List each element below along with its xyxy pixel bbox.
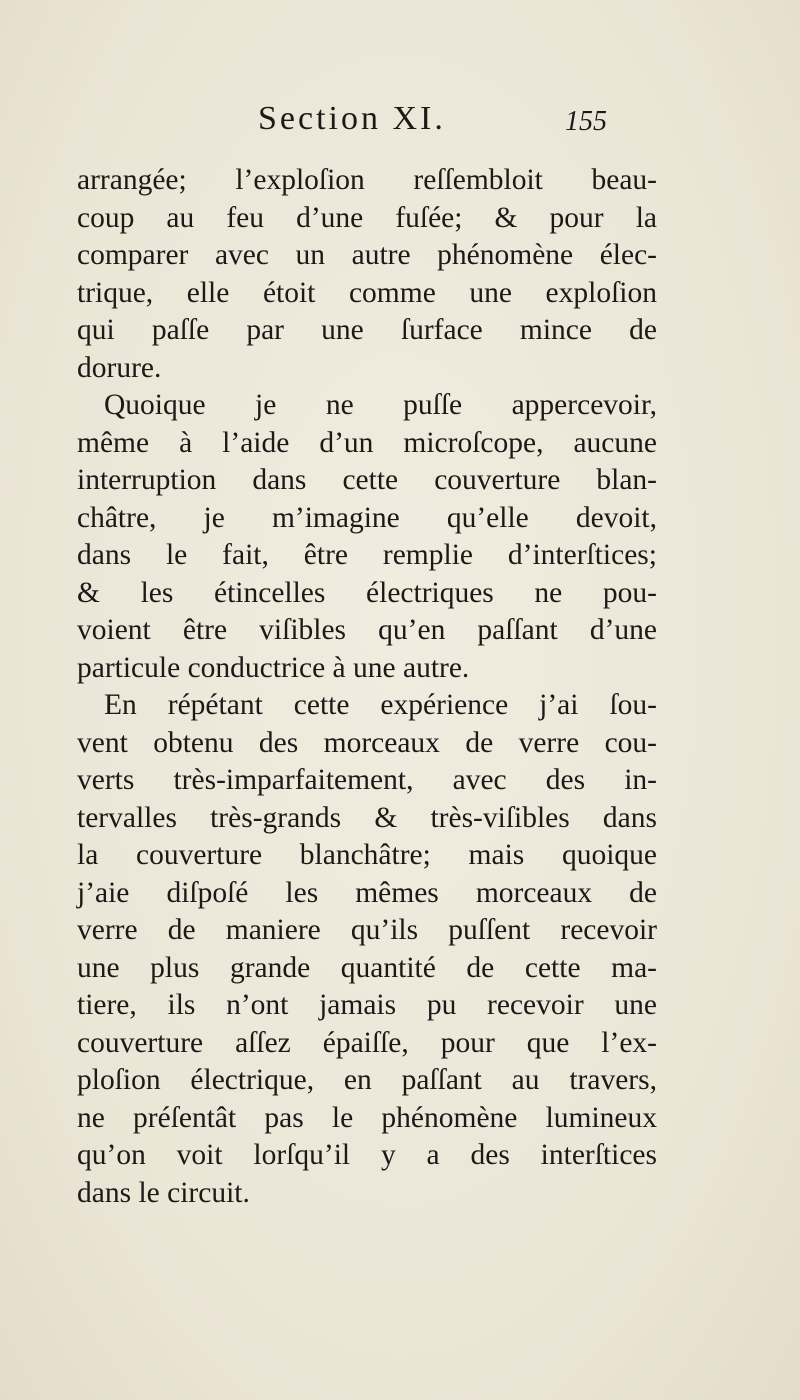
text-line: j’aie diſpoſé les mêmes morceaux de — [77, 876, 657, 909]
text-line: la couverture blanchâtre; mais quoique — [77, 839, 657, 871]
page-number: 155 — [565, 106, 607, 137]
text-line: interruption dans cette couverture blan- — [77, 464, 657, 496]
page-header — [0, 100, 800, 150]
text-line: dans le circuit. — [77, 1176, 250, 1209]
text-line: tiere, ils n’ont jamais pu recevoir une — [77, 989, 657, 1021]
text-line: qui paſſe par une ſurface mince de — [77, 314, 657, 346]
text-line: verts très-imparfaitement, avec des in- — [77, 764, 657, 796]
running-head: Section XI. — [258, 100, 446, 137]
text-line: tervalles très-grands & très-viſibles dans — [77, 801, 657, 834]
text-line: arrangée; l’exploſion reſſembloit beau- — [77, 164, 657, 196]
text-line: coup au feu d’une fuſée; & pour la — [77, 201, 657, 234]
text-line: verre de maniere qu’ils puſſent recevoir — [77, 914, 657, 946]
text-line: ploſion électrique, en paſſant au travers, — [77, 1064, 657, 1096]
text-line: une plus grande quantité de cette ma- — [77, 951, 657, 984]
text-line: particule conductrice à une autre. — [77, 651, 470, 684]
text-line: vent obtenu des morceaux de verre cou- — [77, 726, 657, 759]
text-line: châtre, je m’imagine qu’elle devoit, — [77, 501, 657, 534]
text-line: qu’on voit lorſqu’il y a des interſtices — [77, 1139, 657, 1171]
text-line: dans le fait, être remplie d’interſtices; — [77, 539, 657, 571]
text-line: comparer avec un autre phénomène élec- — [77, 239, 657, 271]
text-line: même à l’aide d’un microſcope, aucune — [77, 426, 657, 459]
text-line: Quoique je ne puſſe appercevoir, — [104, 389, 657, 421]
text-line: voient être viſibles qu’en paſſant d’une — [77, 614, 657, 646]
text-line: couverture aſſez épaiſſe, pour que l’ex- — [77, 1026, 657, 1059]
text-line: ne préſentât pas le phénomène lumineux — [77, 1101, 657, 1134]
text-line: trique, elle étoit comme une exploſion — [77, 276, 657, 309]
text-line: dorure. — [77, 351, 162, 384]
text-line: & les étincelles électriques ne pou- — [77, 576, 657, 609]
text-line: En répétant cette expérience j’ai ſou- — [104, 689, 657, 721]
body-text — [77, 162, 657, 1212]
